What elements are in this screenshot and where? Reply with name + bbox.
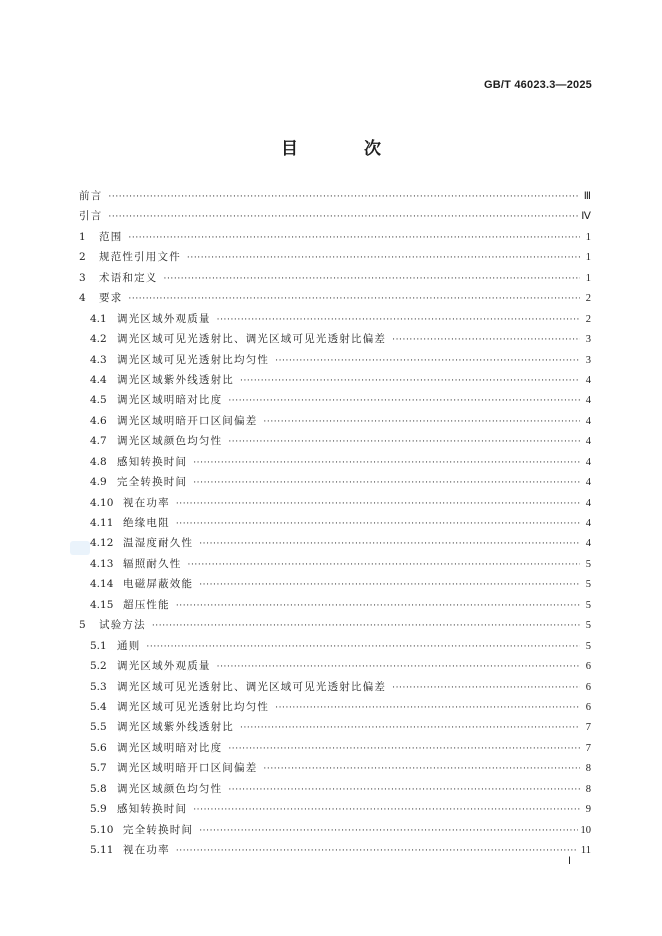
toc-leader-dots [217, 315, 580, 325]
toc-entry[interactable] [79, 617, 591, 637]
toc-entry-number: 5.11 [90, 844, 114, 856]
toc-entry-title: 范围 [99, 230, 123, 243]
toc-entry-page: 8 [585, 783, 591, 795]
toc-entry-number: 5.2 [90, 660, 107, 673]
toc-entry[interactable] [79, 311, 591, 331]
toc-entry[interactable] [79, 842, 591, 862]
page-number: Ⅰ [568, 856, 571, 867]
toc-entry[interactable] [79, 556, 591, 576]
toc-entry-page: 4 [585, 415, 591, 427]
toc-entry-number: 4.6 [90, 414, 107, 427]
toc-entry-page: 7 [585, 742, 591, 754]
toc-entry[interactable] [79, 208, 591, 228]
toc-leader-dots [188, 560, 581, 570]
toc-leader-dots [228, 396, 580, 406]
standard-number: GB/T 46023.3—2025 [484, 79, 592, 91]
toc-entry-title: 引言 [79, 210, 103, 223]
toc-entry-title: 调光区域可见光透射比、调光区域可见光透射比偏差 [117, 680, 387, 693]
toc-leader-dots [176, 846, 578, 856]
toc-entry-number: 5.1 [90, 639, 107, 652]
toc-entry-number: 5.4 [90, 700, 107, 713]
toc-entry-title: 辐照耐久性 [123, 557, 182, 570]
toc-entry-number: 4.1 [90, 312, 107, 325]
toc-entry-title: 视在功率 [123, 496, 170, 509]
toc-leader-dots [228, 785, 580, 795]
toc-entry-title: 通则 [117, 639, 141, 652]
toc-entry-number: 5.8 [90, 782, 107, 795]
toc-entry-title: 调光区域外观质量 [117, 660, 211, 673]
toc-leader-dots [128, 233, 580, 243]
toc-entry-page: 6 [585, 681, 591, 693]
toc-leader-dots [176, 519, 580, 529]
toc-leader-dots [146, 642, 580, 652]
toc-entry-number: 4.10 [90, 496, 114, 509]
toc-entry-title: 调光区域可见光透射比均匀性 [117, 700, 270, 713]
toc-entry-page: 2 [585, 293, 591, 305]
toc-entry-number: 4.8 [90, 455, 107, 468]
toc-entry-title: 电磁屏蔽效能 [123, 578, 194, 591]
toc-entry-title: 调光区域紫外线透射比 [117, 721, 234, 734]
toc-entry-number: 5.6 [90, 741, 107, 754]
toc-leader-dots [193, 458, 580, 468]
toc-leader-dots [228, 437, 580, 447]
table-of-contents [79, 188, 591, 862]
toc-entry-page: 4 [585, 456, 591, 468]
toc-entry-title: 调光区域明暗对比度 [117, 394, 223, 407]
toc-entry[interactable] [79, 413, 591, 433]
toc-leader-dots [392, 335, 580, 345]
toc-entry[interactable] [79, 515, 591, 535]
toc-entry[interactable] [79, 822, 591, 842]
toc-entry[interactable] [79, 229, 591, 249]
toc-entry-title: 绝缘电阻 [123, 517, 170, 529]
toc-entry[interactable] [79, 740, 591, 760]
toc-entry[interactable] [79, 760, 591, 780]
toc-leader-dots [108, 212, 578, 222]
toc-entry-title: 调光区域明暗开口区间偏差 [117, 762, 258, 775]
toc-leader-dots [263, 764, 580, 774]
toc-entry-page: 8 [585, 763, 591, 775]
toc-entry-page: 4 [585, 497, 591, 509]
toc-entry-number: 4 [79, 292, 86, 305]
toc-entry-number: 4.15 [90, 598, 114, 611]
page-title: 目 次 [281, 139, 411, 159]
toc-entry-number: 4.7 [90, 435, 107, 448]
toc-entry[interactable] [79, 801, 591, 821]
toc-entry[interactable] [79, 474, 591, 494]
toc-entry-title: 感知转换时间 [117, 803, 188, 816]
toc-entry-page: 9 [585, 804, 591, 816]
toc-entry-page: 5 [585, 579, 591, 591]
toc-entry-page: 4 [585, 374, 591, 386]
toc-entry-page: 3 [585, 334, 591, 346]
toc-leader-dots [240, 723, 580, 733]
toc-entry-title: 调光区域明暗开口区间偏差 [117, 414, 258, 427]
toc-entry-number: 4.12 [90, 537, 114, 550]
toc-entry[interactable] [79, 331, 591, 351]
toc-entry-title: 试验方法 [99, 619, 146, 632]
toc-leader-dots [228, 744, 580, 754]
toc-entry-title: 调光区域可见光透射比、调光区域可见光透射比偏差 [117, 333, 387, 346]
toc-leader-dots [176, 499, 580, 509]
toc-entry-number: 1 [79, 230, 86, 243]
toc-entry[interactable] [79, 597, 591, 617]
toc-entry-title: 调光区域颜色均匀性 [117, 435, 223, 448]
toc-leader-dots [128, 294, 580, 304]
toc-entry-title: 完全转换时间 [123, 823, 194, 836]
toc-entry[interactable] [79, 372, 591, 392]
toc-entry-number: 5.3 [90, 680, 107, 693]
toc-entry[interactable] [79, 658, 591, 678]
toc-entry-title: 温湿度耐久性 [123, 537, 194, 550]
toc-entry-title: 调光区域明暗对比度 [117, 741, 223, 754]
toc-entry[interactable] [79, 454, 591, 474]
toc-entry-number: 4.11 [90, 517, 114, 529]
toc-entry-page: 1 [585, 252, 591, 264]
toc-entry[interactable] [79, 576, 591, 596]
toc-entry-number: 4.4 [90, 373, 107, 386]
toc-entry-title: 完全转换时间 [117, 476, 188, 489]
toc-leader-dots [199, 580, 580, 590]
toc-entry-title: 规范性引用文件 [99, 251, 181, 264]
toc-entry-title: 超压性能 [123, 598, 170, 611]
toc-entry-page: 4 [585, 395, 591, 407]
toc-entry-page: 1 [585, 231, 591, 243]
toc-entry-number: 5.5 [90, 721, 107, 734]
toc-leader-dots [152, 621, 580, 631]
toc-entry-page: 6 [585, 661, 591, 673]
toc-entry-page: 7 [585, 722, 591, 734]
toc-entry-page: 4 [585, 436, 591, 448]
toc-leader-dots [263, 417, 580, 427]
toc-entry[interactable] [79, 290, 591, 310]
toc-entry-number: 3 [79, 271, 86, 284]
toc-entry-page: 4 [585, 538, 591, 550]
toc-leader-dots [392, 683, 580, 693]
toc-entry-number: 4.3 [90, 353, 107, 366]
toc-entry-page: 5 [585, 640, 591, 652]
toc-entry-title: 要求 [99, 292, 123, 305]
toc-entry-page: 5 [585, 558, 591, 570]
toc-leader-dots [199, 539, 580, 549]
toc-leader-dots [275, 356, 580, 366]
toc-entry-number: 4.9 [90, 476, 107, 489]
toc-entry-number: 5.9 [90, 803, 107, 816]
toc-entry-page: 10 [580, 824, 591, 836]
toc-entry[interactable] [79, 270, 591, 290]
toc-entry-number: 4.5 [90, 394, 107, 407]
toc-entry-title: 调光区域紫外线透射比 [117, 373, 234, 386]
toc-entry[interactable] [79, 495, 591, 515]
toc-entry-title: 调光区域外观质量 [117, 312, 211, 325]
toc-entry-number: 5.10 [90, 823, 114, 836]
toc-leader-dots [176, 601, 580, 611]
toc-leader-dots [275, 703, 580, 713]
toc-entry[interactable] [79, 352, 591, 372]
toc-entry[interactable] [79, 188, 591, 208]
toc-entry-number: 4.14 [90, 578, 114, 591]
toc-entry-title: 前言 [79, 190, 103, 202]
toc-leader-dots [187, 253, 580, 263]
toc-entry-title: 感知转换时间 [117, 455, 188, 468]
toc-entry-page: 5 [585, 599, 591, 611]
toc-entry-title: 调光区域颜色均匀性 [117, 782, 223, 795]
toc-entry-page: 2 [585, 313, 591, 325]
toc-leader-dots [199, 826, 577, 836]
toc-leader-dots [108, 192, 580, 202]
toc-entry-page: 5 [585, 620, 591, 632]
toc-entry-title: 术语和定义 [99, 271, 158, 284]
toc-entry[interactable] [79, 249, 591, 269]
toc-entry-number: 5 [79, 619, 86, 632]
toc-entry[interactable] [79, 679, 591, 699]
toc-entry[interactable] [79, 699, 591, 719]
toc-entry-page: 11 [580, 845, 591, 856]
toc-leader-dots [193, 478, 580, 488]
toc-entry-title: 调光区域可见光透射比均匀性 [117, 353, 270, 366]
toc-entry-page: Ⅲ [583, 191, 591, 202]
toc-leader-dots [164, 274, 581, 284]
toc-entry[interactable] [79, 638, 591, 658]
toc-entry[interactable] [79, 719, 591, 739]
toc-entry[interactable] [79, 781, 591, 801]
toc-entry-page: 4 [585, 518, 591, 529]
toc-entry-page: Ⅳ [581, 211, 591, 223]
toc-entry-page: 6 [585, 701, 591, 713]
toc-leader-dots [217, 662, 580, 672]
toc-entry-number: 2 [79, 251, 86, 264]
toc-entry-title: 视在功率 [123, 844, 170, 856]
toc-leader-dots [193, 805, 580, 815]
toc-entry[interactable] [79, 433, 591, 453]
toc-entry[interactable] [79, 392, 591, 412]
toc-entry-page: 3 [585, 354, 591, 366]
toc-entry-page: 4 [585, 477, 591, 489]
toc-entry[interactable] [79, 535, 591, 555]
toc-entry-number: 4.2 [90, 333, 107, 346]
toc-leader-dots [240, 376, 580, 386]
toc-entry-number: 4.13 [90, 557, 114, 570]
toc-entry-page: 1 [585, 272, 591, 284]
toc-entry-number: 5.7 [90, 762, 107, 775]
